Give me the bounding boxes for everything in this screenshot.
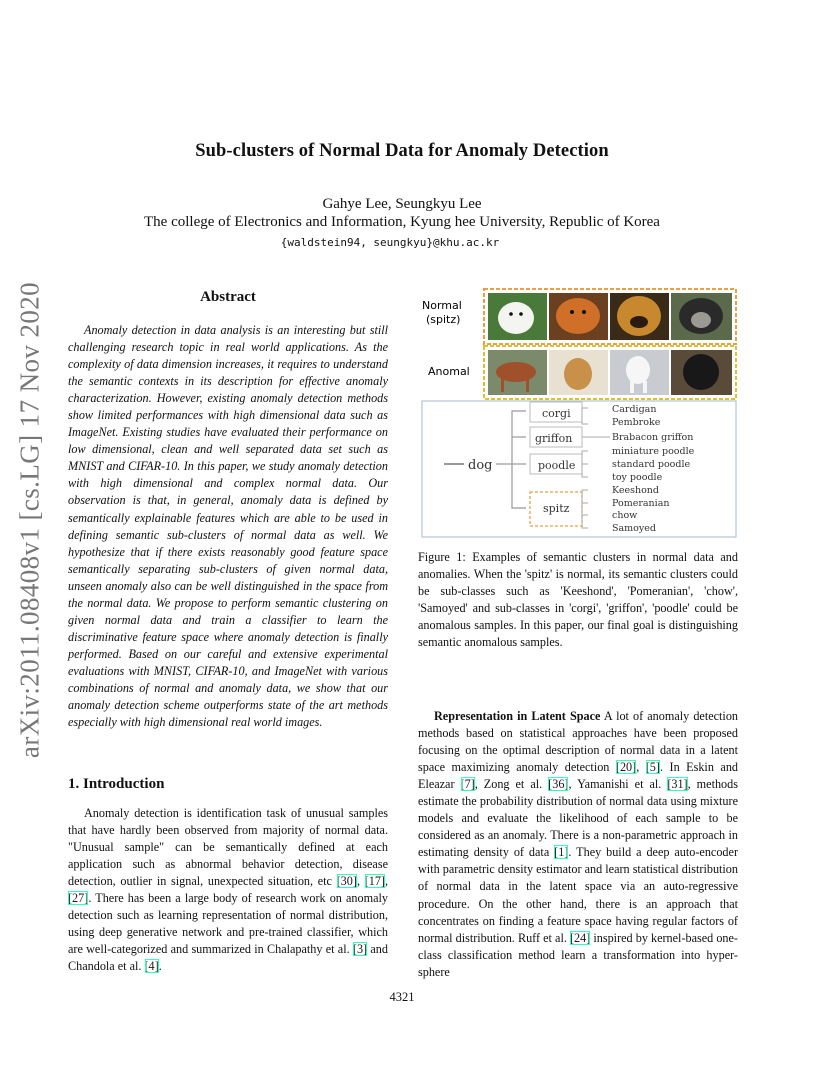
related-text-4: , Yamanishi et al.: [568, 777, 668, 792]
page-number: 4321: [389, 990, 415, 1004]
anomal-image-2: [549, 350, 608, 395]
citation-link[interactable]: [27]: [68, 891, 89, 906]
leaf-pembroke: Pembroke: [612, 417, 661, 428]
related-text-6: . They build a deep auto-encoder with parametric density estimator and learn statistical distribution of normal data in the latent space via an auto-regressive procedure. On the other hand, there is an approach that concentrates on finding a feature space having regular factors of normal distribution. Ruff et al.: [418, 845, 738, 945]
leaf-standard-poodle: standard poodle: [612, 459, 691, 470]
paper-title: Sub-clusters of Normal Data for Anomaly Detection: [195, 141, 609, 161]
leaf-brabacon-griffon: Brabacon griffon: [612, 432, 694, 443]
anomal-image-1: [488, 350, 547, 395]
leaf-keeshond: Keeshond: [612, 485, 659, 496]
citation-link[interactable]: [17]: [364, 874, 385, 889]
citation-link[interactable]: [7]: [460, 777, 475, 792]
citation-link[interactable]: [20]: [615, 760, 637, 775]
intro-sep: ,: [356, 874, 365, 889]
row-label-normal-sub: (spitz): [426, 313, 461, 326]
citation-link[interactable]: [30]: [336, 874, 357, 889]
citation-link[interactable]: [4]: [144, 959, 159, 974]
citation-link[interactable]: [3]: [352, 942, 368, 957]
intro-text-4: .: [158, 959, 162, 974]
normal-image-4: [671, 293, 732, 340]
abstract-body: Anomaly detection in data analysis is an interesting but still challenging research topic in real world applications. As the complexity of data dimension increases, it requires to understand the semantic contexts in its description for effective anomaly characterization. However, existing anomaly detection methods show limited performances with high dimensional data such as ImageNet. Existing studies have evaluated their performance on low dimensional, clean and well separated data set such as MNIST and CIFAR-10. In this paper, we study anomaly detection with high dimensional and complex normal data. Our observation is that, in general, anomaly data is defined by semantically explainable features which are able to be used in defining semantic sub-clusters of normal data as well. We hypothesize that if there exists reasonably good feature space semantically separating sub-clusters of given normal data, unseen anomaly also can be well distinguished in the space from the normal data. We propose to perform semantic clustering on given normal data and train a classifier to learn the discriminative feature space where anomaly detection is finally performed. Based on our careful and extensive experimental evaluations with MNIST, CIFAR-10, and ImageNet with various combinations of normal and anomaly data, we show that our anomaly detection scheme outperforms state of the art methods especially with high dimensional real world images.: [68, 323, 388, 730]
leaf-chow: chow: [612, 510, 638, 521]
abstract-heading: Abstract: [200, 289, 256, 305]
normal-image-2: [549, 293, 608, 340]
group-griffon: griffon: [535, 432, 573, 445]
arxiv-stamp: [10, 280, 50, 760]
leaf-miniature-poodle: miniature poodle: [612, 446, 695, 457]
tree-root: dog: [468, 458, 493, 473]
citation-link[interactable]: [5]: [645, 760, 660, 775]
intro-text-2: . There has been a large body of research work on anomaly detection such as learning representation of normal distribution, using deep generative network and pre-trained classifier, which are well-categorized and summarized in Chalapathy et al.: [68, 891, 388, 957]
affiliation: The college of Electronics and Information, Kyung hee University, Republic of Korea: [144, 214, 660, 230]
normal-image-3: [610, 293, 669, 340]
related-text-1: A lot of anomaly detection methods based on statistical approaches have been proposed focusing on the optimal description of normal data in a latent space maximizing anomaly detection: [418, 709, 739, 775]
intro-body: [68, 805, 388, 975]
leaf-cardigan: Cardigan: [612, 404, 657, 415]
anomal-image-4: [671, 350, 732, 395]
related-text-5: , methods estimate the probability distribution of normal data using mixture models and evaluate the likelihood of each sample to be considered as an anomaly. There is a non-parametric approach in estimating density of data: [418, 777, 738, 860]
figure-caption: Figure 1: Examples of semantic clusters in normal data and anomalies. When the 'spitz' is normal, its semantic clusters could be sub-classes such as 'Keeshond', 'Pomeranian', 'chow', 'Samoyed' and sub-classes in 'corgi', 'griffon', 'poodle' could be anomalous samples. In this paper, our final goal is distinguishing semantic anomalous samples.: [418, 550, 738, 649]
citation-link[interactable]: [24]: [569, 930, 591, 945]
email: {waldstein94, seungkyu}@khu.ac.kr: [280, 236, 500, 249]
group-spitz: spitz: [543, 502, 570, 515]
leaf-pomeranian: Pomeranian: [612, 498, 670, 509]
group-corgi: corgi: [542, 407, 571, 420]
related-work-body: [418, 708, 738, 981]
citation-link[interactable]: [31]: [667, 777, 688, 792]
paragraph-heading: Representation in Latent Space: [434, 709, 601, 723]
normal-image-1: [488, 293, 547, 340]
leaf-samoyed: Samoyed: [612, 523, 656, 534]
related-text-2: . In Eskin and Eleazar: [418, 760, 739, 792]
intro-sep: ,: [384, 874, 389, 889]
row-label-normal: Normal: [422, 299, 462, 312]
citation-link[interactable]: [36]: [548, 777, 569, 792]
related-text-3: , Zong et al.: [474, 777, 549, 792]
related-sep: ,: [636, 760, 646, 775]
anomal-image-3: [610, 350, 669, 395]
related-text-7: inspired by kernel-based one-class classification method learn a transformation into hyper-sphere: [418, 930, 738, 979]
citation-link[interactable]: [1]: [554, 845, 569, 860]
row-label-anomal: Anomal: [428, 365, 470, 378]
intro-text-3: and Chandola et al.: [68, 942, 388, 974]
group-poodle: poodle: [538, 459, 576, 472]
intro-heading: 1. Introduction: [68, 776, 165, 792]
figure-1-graphic: [418, 286, 740, 540]
intro-text-1: Anomaly detection is identification task of unusual samples that have hardly been observed from majority of normal data. "Unusual sample" can be semantically defined at each application such as abnormal behavior detection, disease detection, outlier in signal, unexpected situation, etc: [68, 806, 388, 889]
figure-1: [418, 286, 740, 540]
leaf-toy-poodle: toy poodle: [612, 472, 663, 483]
arxiv-id: arXiv:2011.08408v1 [cs.LG] 17 Nov 2020: [14, 281, 45, 759]
authors: Gahye Lee, Seungkyu Lee: [322, 196, 482, 212]
